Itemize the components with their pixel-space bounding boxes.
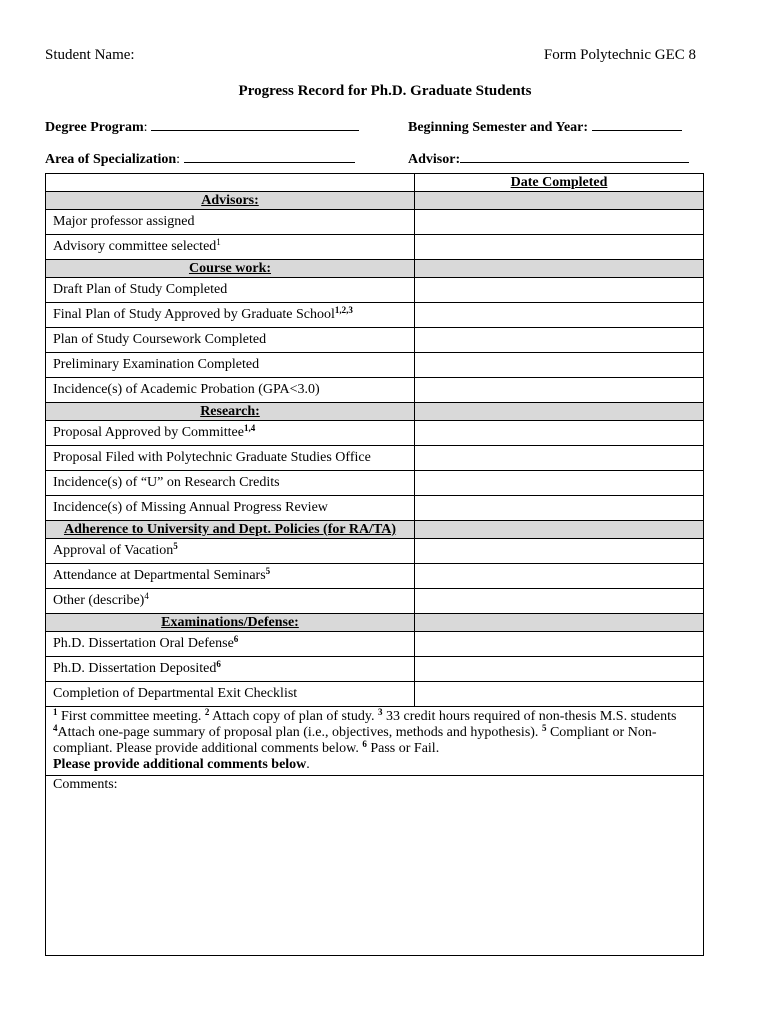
area-specialization-label: Area of Specialization <box>45 152 177 167</box>
beginning-semester-input[interactable] <box>592 117 682 131</box>
row-label: Major professor assigned <box>46 210 415 235</box>
date-cell-preliminary-exam[interactable] <box>415 353 704 378</box>
date-cell-advisory-committee[interactable] <box>415 235 704 260</box>
page-title: Progress Record for Ph.D. Graduate Students <box>238 83 532 99</box>
row-label: Draft Plan of Study Completed <box>46 278 415 303</box>
row-label: Incidence(s) of Missing Annual Progress Review <box>46 496 415 521</box>
advisor-input[interactable] <box>460 149 689 163</box>
section-coursework-title: Course work: <box>46 260 415 278</box>
progress-table <box>45 173 704 956</box>
row-label: Incidence(s) of Academic Probation (GPA<3.0) <box>46 378 415 403</box>
date-cell-major-professor[interactable] <box>415 210 704 235</box>
section-shade-cell <box>415 614 704 632</box>
row-label: Plan of Study Coursework Completed <box>46 328 415 353</box>
advisor-label: Advisor: <box>408 152 461 167</box>
row-label: Advisory committee selected$^1$ <box>46 235 415 260</box>
advisor-field <box>408 149 689 168</box>
section-shade-cell <box>415 521 704 539</box>
comments-instruction: Please provide additional comments below <box>53 757 307 772</box>
beginning-semester-label: Beginning Semester and Year: <box>408 120 589 135</box>
row-label: Final Plan of Study Approved by Graduate School$^{1,2,3}$ <box>46 303 415 328</box>
date-cell-final-plan[interactable] <box>415 303 704 328</box>
row-label: Attendance at Departmental Seminars$^5$ <box>46 564 415 589</box>
form-id: Form Polytechnic GEC 8 <box>543 47 696 63</box>
date-cell-deposited[interactable] <box>415 657 704 682</box>
header-blank-cell <box>46 174 415 192</box>
date-cell-seminars[interactable] <box>415 564 704 589</box>
area-specialization-field: Area of Specialization: <box>45 149 355 168</box>
date-cell-proposal-approved[interactable] <box>415 421 704 446</box>
section-shade-cell <box>415 192 704 210</box>
row-label: Proposal Filed with Polytechnic Graduate Studies Office <box>46 446 415 471</box>
row-label: Incidence(s) of “U” on Research Credits <box>46 471 415 496</box>
row-label: Ph.D. Dissertation Deposited$^6$ <box>46 657 415 682</box>
date-cell-other[interactable] <box>415 589 704 614</box>
comments-label: Comments: <box>53 777 118 792</box>
date-cell-vacation[interactable] <box>415 539 704 564</box>
date-completed-header: Date Completed <box>415 174 704 192</box>
degree-program-input[interactable] <box>151 117 359 131</box>
date-cell-oral-defense[interactable] <box>415 632 704 657</box>
comments-box[interactable] <box>46 776 704 956</box>
row-label: Other (describe)$^4$ <box>46 589 415 614</box>
row-label: Proposal Approved by Committee$^{1,4}$ <box>46 421 415 446</box>
section-shade-cell <box>415 403 704 421</box>
date-cell-exit-checklist[interactable] <box>415 682 704 707</box>
degree-program-field: Degree Program: <box>45 117 359 136</box>
section-shade-cell <box>415 260 704 278</box>
row-label: Ph.D. Dissertation Oral Defense$^6$ <box>46 632 415 657</box>
section-research-title: Research: <box>46 403 415 421</box>
beginning-semester-field <box>408 117 682 136</box>
footnotes: $^1$ First committee meeting. $^2$ Attach copy of plan of study. $^3$ 33 credit hours required of non-thesis M.S. students $^4$Attach one-page summary of proposal plan (i.e., objectives, methods and hypothesis). $^5$ Compliant or Non-compliant. Please provide additional comments below. $^6$ Pass or Fail. Please provide additional comments below. <box>46 707 704 776</box>
student-name-label: Student Name: <box>45 47 135 63</box>
area-specialization-input[interactable] <box>184 149 355 163</box>
date-cell-draft-plan[interactable] <box>415 278 704 303</box>
degree-program-label: Degree Program <box>45 120 144 135</box>
section-adherence-title: Adherence to University and Dept. Policies (for RA/TA) <box>46 521 415 539</box>
row-label: Approval of Vacation$^5$ <box>46 539 415 564</box>
date-cell-u-credits[interactable] <box>415 471 704 496</box>
row-label: Completion of Departmental Exit Checklist <box>46 682 415 707</box>
row-label: Preliminary Examination Completed <box>46 353 415 378</box>
date-cell-missing-review[interactable] <box>415 496 704 521</box>
date-cell-proposal-filed[interactable] <box>415 446 704 471</box>
date-cell-coursework[interactable] <box>415 328 704 353</box>
section-exams-title: Examinations/Defense: <box>46 614 415 632</box>
section-advisors-title: Advisors: <box>46 192 415 210</box>
date-cell-probation[interactable] <box>415 378 704 403</box>
